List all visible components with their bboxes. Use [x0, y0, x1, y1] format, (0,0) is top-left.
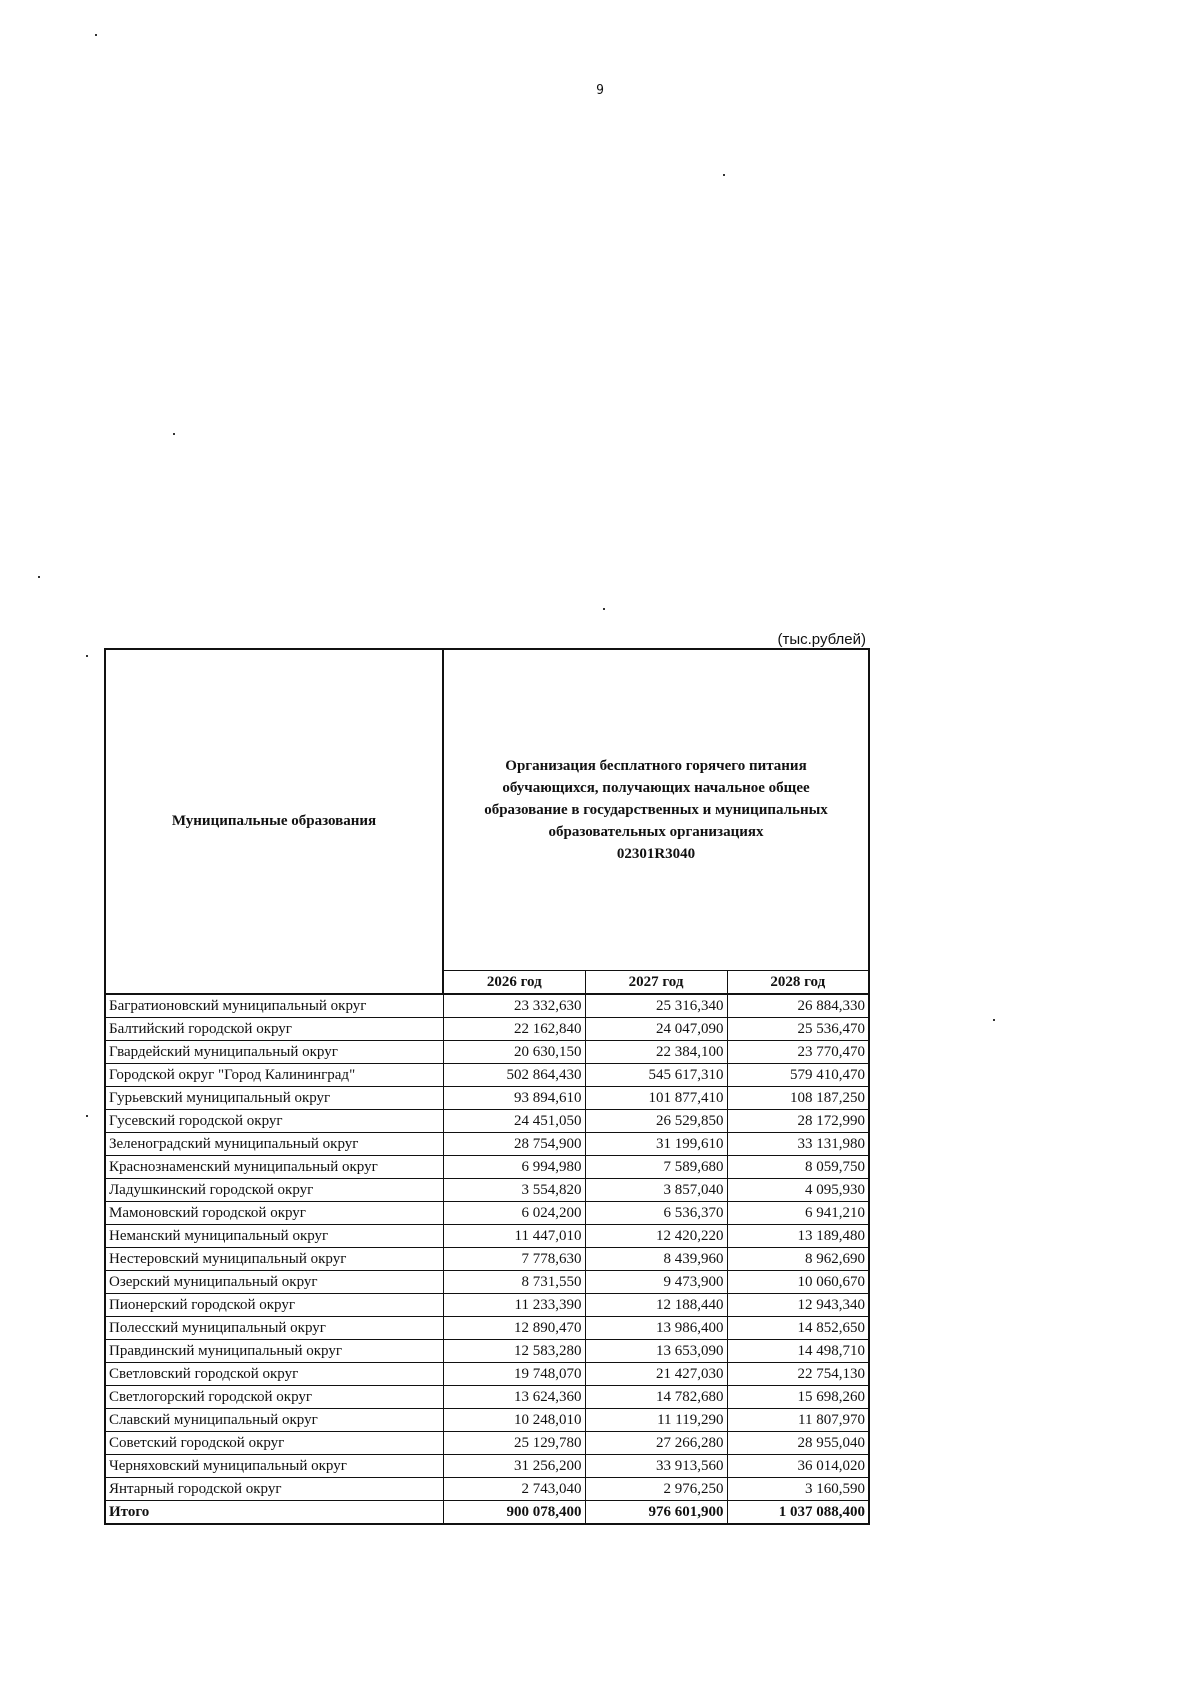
municipality-name: Ладушкинский городской округ: [105, 1179, 443, 1202]
municipality-name: Гусевский городской округ: [105, 1110, 443, 1133]
value-2027: 33 913,560: [585, 1455, 727, 1478]
value-2027: 13 986,400: [585, 1317, 727, 1340]
table-row: [105, 1133, 869, 1156]
value-2027: 22 384,100: [585, 1041, 727, 1064]
program-header-line: образование в государственных и муниципальных: [484, 802, 828, 818]
scan-speck: [95, 34, 97, 36]
total-label: Итого: [105, 1501, 443, 1525]
municipality-name: Полесский муниципальный округ: [105, 1317, 443, 1340]
program-code: 02301R3040: [616, 846, 696, 862]
total-2027: 976 601,900: [585, 1501, 727, 1525]
year-header-2026: 2026 год: [443, 971, 585, 995]
value-2028: 14 852,650: [727, 1317, 869, 1340]
table-row: [105, 1432, 869, 1455]
value-2028: 12 943,340: [727, 1294, 869, 1317]
value-2026: 25 129,780: [443, 1432, 585, 1455]
total-2028: 1 037 088,400: [727, 1501, 869, 1525]
value-2028: 13 189,480: [727, 1225, 869, 1248]
value-2026: 31 256,200: [443, 1455, 585, 1478]
page-number: 9: [596, 83, 604, 98]
total-2026: 900 078,400: [443, 1501, 585, 1525]
value-2028: 28 955,040: [727, 1432, 869, 1455]
value-2028: 28 172,990: [727, 1110, 869, 1133]
value-2027: 7 589,680: [585, 1156, 727, 1179]
value-2027: 26 529,850: [585, 1110, 727, 1133]
budget-table: [104, 648, 870, 1525]
table-row: [105, 1455, 869, 1478]
value-2026: 24 451,050: [443, 1110, 585, 1133]
municipality-name: Городской округ "Город Калининград": [105, 1064, 443, 1087]
table-row: [105, 1110, 869, 1133]
table-row: [105, 1478, 869, 1501]
value-2026: 11 233,390: [443, 1294, 585, 1317]
scan-speck: [86, 1115, 88, 1117]
value-2027: 9 473,900: [585, 1271, 727, 1294]
value-2026: 502 864,430: [443, 1064, 585, 1087]
value-2027: 101 877,410: [585, 1087, 727, 1110]
municipality-name: Правдинский муниципальный округ: [105, 1340, 443, 1363]
value-2027: 27 266,280: [585, 1432, 727, 1455]
value-2028: 22 754,130: [727, 1363, 869, 1386]
value-2028: 108 187,250: [727, 1087, 869, 1110]
value-2026: 12 890,470: [443, 1317, 585, 1340]
table-row: [105, 1340, 869, 1363]
value-2027: 11 119,290: [585, 1409, 727, 1432]
value-2028: 36 014,020: [727, 1455, 869, 1478]
table-row: [105, 1248, 869, 1271]
value-2028: 23 770,470: [727, 1041, 869, 1064]
value-2027: 2 976,250: [585, 1478, 727, 1501]
scan-speck: [173, 433, 175, 435]
year-header-2028: 2028 год: [727, 971, 869, 995]
value-2027: 12 188,440: [585, 1294, 727, 1317]
value-2026: 12 583,280: [443, 1340, 585, 1363]
table-row: [105, 1317, 869, 1340]
municipality-name: Зеленоградский муниципальный округ: [105, 1133, 443, 1156]
value-2026: 11 447,010: [443, 1225, 585, 1248]
table-row: [105, 1225, 869, 1248]
value-2028: 14 498,710: [727, 1340, 869, 1363]
value-2028: 579 410,470: [727, 1064, 869, 1087]
program-header-line: Организация бесплатного горячего питания: [505, 758, 807, 774]
table-row: [105, 1018, 869, 1041]
value-2027: 25 316,340: [585, 994, 727, 1018]
table-row: [105, 1202, 869, 1225]
value-2026: 28 754,900: [443, 1133, 585, 1156]
value-2026: 93 894,610: [443, 1087, 585, 1110]
table-row: [105, 1156, 869, 1179]
scan-speck: [86, 655, 88, 657]
value-2027: 13 653,090: [585, 1340, 727, 1363]
value-2027: 14 782,680: [585, 1386, 727, 1409]
municipality-name: Гвардейский муниципальный округ: [105, 1041, 443, 1064]
municipality-name: Советский городской округ: [105, 1432, 443, 1455]
value-2026: 6 024,200: [443, 1202, 585, 1225]
value-2028: 8 962,690: [727, 1248, 869, 1271]
value-2028: 10 060,670: [727, 1271, 869, 1294]
value-2027: 21 427,030: [585, 1363, 727, 1386]
table-row: [105, 1041, 869, 1064]
table-row: [105, 1064, 869, 1087]
value-2026: 6 994,980: [443, 1156, 585, 1179]
value-2028: 25 536,470: [727, 1018, 869, 1041]
value-2028: 26 884,330: [727, 994, 869, 1018]
value-2027: 545 617,310: [585, 1064, 727, 1087]
municipality-name: Мамоновский городской округ: [105, 1202, 443, 1225]
total-row: [105, 1501, 869, 1525]
municipality-name: Светловский городской округ: [105, 1363, 443, 1386]
value-2028: 8 059,750: [727, 1156, 869, 1179]
municipality-name: Светлогорский городской округ: [105, 1386, 443, 1409]
value-2026: 13 624,360: [443, 1386, 585, 1409]
table-row: [105, 1386, 869, 1409]
value-2026: 8 731,550: [443, 1271, 585, 1294]
value-2027: 24 047,090: [585, 1018, 727, 1041]
value-2026: 7 778,630: [443, 1248, 585, 1271]
value-2027: 31 199,610: [585, 1133, 727, 1156]
municipality-name: Славский муниципальный округ: [105, 1409, 443, 1432]
value-2026: 19 748,070: [443, 1363, 585, 1386]
value-2027: 8 439,960: [585, 1248, 727, 1271]
value-2026: 20 630,150: [443, 1041, 585, 1064]
table-row: [105, 1363, 869, 1386]
scan-speck: [38, 576, 40, 578]
units-note: (тыс.рублей): [777, 631, 866, 648]
year-header-2027: 2027 год: [585, 971, 727, 995]
value-2028: 4 095,930: [727, 1179, 869, 1202]
value-2026: 23 332,630: [443, 994, 585, 1018]
table-row: [105, 1087, 869, 1110]
value-2028: 3 160,590: [727, 1478, 869, 1501]
municipality-name: Озерский муниципальный округ: [105, 1271, 443, 1294]
program-header: [443, 649, 869, 971]
value-2027: 6 536,370: [585, 1202, 727, 1225]
value-2028: 15 698,260: [727, 1386, 869, 1409]
value-2026: 22 162,840: [443, 1018, 585, 1041]
municipality-name: Пионерский городской округ: [105, 1294, 443, 1317]
municipality-name: Черняховский муниципальный округ: [105, 1455, 443, 1478]
municipality-name: Янтарный городской округ: [105, 1478, 443, 1501]
value-2028: 33 131,980: [727, 1133, 869, 1156]
scan-speck: [993, 1019, 995, 1021]
municipality-name: Неманский муниципальный округ: [105, 1225, 443, 1248]
value-2028: 6 941,210: [727, 1202, 869, 1225]
value-2028: 11 807,970: [727, 1409, 869, 1432]
table-row: [105, 994, 869, 1018]
municipality-name: Нестеровский муниципальный округ: [105, 1248, 443, 1271]
program-header-line: обучающихся, получающих начальное общее: [502, 780, 810, 796]
municipality-name: Балтийский городской округ: [105, 1018, 443, 1041]
municipality-name: Гурьевский муниципальный округ: [105, 1087, 443, 1110]
municipalities-header: Муниципальные образования: [105, 649, 443, 994]
value-2027: 12 420,220: [585, 1225, 727, 1248]
value-2026: 3 554,820: [443, 1179, 585, 1202]
table-row: [105, 1294, 869, 1317]
municipality-name: Багратионовский муниципальный округ: [105, 994, 443, 1018]
value-2026: 2 743,040: [443, 1478, 585, 1501]
table-row: [105, 1179, 869, 1202]
value-2027: 3 857,040: [585, 1179, 727, 1202]
scan-speck: [723, 174, 725, 176]
table-row: [105, 1271, 869, 1294]
value-2026: 10 248,010: [443, 1409, 585, 1432]
program-header-line: образовательных организациях: [548, 824, 764, 840]
scan-speck: [603, 608, 605, 610]
table-body: [105, 994, 869, 1501]
table-row: [105, 1409, 869, 1432]
municipality-name: Краснознаменский муниципальный округ: [105, 1156, 443, 1179]
